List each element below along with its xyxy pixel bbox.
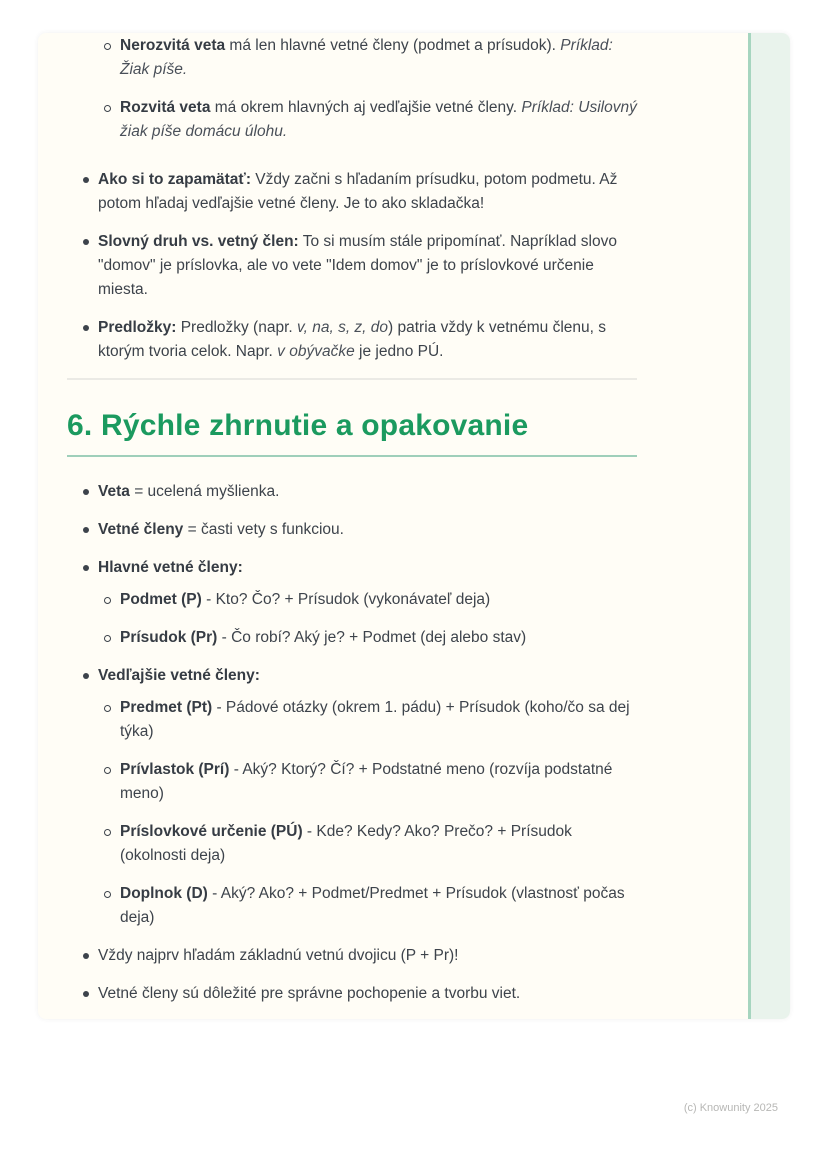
list-item-text: Predložky: Predložky (napr. v, na, s, z, do) patria vždy k vetnému členu, s ktorým tvoria celok. Napr. v obývačke je jedno PÚ. bbox=[98, 319, 607, 360]
bullet-disc-icon bbox=[83, 565, 89, 571]
list-item bbox=[67, 316, 637, 364]
bullet-circle-icon bbox=[104, 105, 111, 112]
list-item bbox=[67, 518, 637, 542]
list-item bbox=[67, 696, 637, 744]
summary-list bbox=[67, 480, 637, 1006]
bullet-circle-icon bbox=[104, 891, 111, 898]
list-item bbox=[67, 168, 637, 216]
bullet-disc-icon bbox=[83, 527, 89, 533]
list-item-text: Prísudok (Pr) - Čo robí? Aký je? + Podmet (dej alebo stav) bbox=[120, 629, 527, 646]
bullet-disc-icon bbox=[83, 489, 89, 495]
page-accent-strip bbox=[748, 33, 790, 1019]
list-item-text: Ako si to zapamätať: Vždy začni s hľadaním prísudku, potom podmetu. Až potom hľadaj vedľajšie vetné členy. Je to ako skladačka! bbox=[98, 171, 618, 212]
section-heading: 6. Rýchle zhrnutie a opakovanie bbox=[67, 409, 529, 442]
list-item-text: Podmet (P) - Kto? Čo? + Prísudok (vykonávateľ deja) bbox=[120, 591, 491, 608]
bullet-disc-icon bbox=[83, 991, 89, 997]
bullet-disc-icon bbox=[83, 673, 89, 679]
list-item-text: Prívlastok (Prí) - Aký? Ktorý? Čí? + Podstatné meno (rozvíja podstatné meno) bbox=[120, 761, 613, 802]
bullet-circle-icon bbox=[104, 597, 111, 604]
bullet-circle-icon bbox=[104, 829, 111, 836]
list-item bbox=[67, 944, 637, 968]
bullet-disc-icon bbox=[83, 239, 89, 245]
bullet-disc-icon bbox=[83, 177, 89, 183]
list-item bbox=[67, 626, 637, 650]
heading-underline bbox=[67, 455, 637, 457]
list-item bbox=[67, 96, 637, 144]
list-item-text: Vetné členy = časti vety s funkciou. bbox=[98, 521, 344, 538]
list-item bbox=[67, 34, 637, 82]
list-item-text: Veta = ucelená myšlienka. bbox=[98, 483, 280, 500]
list-item bbox=[67, 882, 637, 930]
list-item bbox=[67, 230, 637, 302]
list-item-text: Vedľajšie vetné členy: bbox=[98, 667, 260, 684]
bullet-circle-icon bbox=[104, 635, 111, 642]
list-item-text: Slovný druh vs. vetný člen: To si musím stále pripomínať. Napríklad slovo "domov" je príslovka, ale vo vete "Idem domov" je to príslovkové určenie miesta. bbox=[98, 233, 617, 298]
tips-list bbox=[67, 168, 637, 364]
list-item bbox=[67, 556, 637, 580]
page-content bbox=[67, 33, 637, 1020]
bullet-circle-icon bbox=[104, 43, 111, 50]
list-item bbox=[67, 588, 637, 612]
list-item-text: Vetné členy sú dôležité pre správne pochopenie a tvorbu viet. bbox=[98, 985, 521, 1002]
bullet-circle-icon bbox=[104, 767, 111, 774]
list-item bbox=[67, 664, 637, 688]
intro-sublist bbox=[67, 34, 637, 144]
bullet-disc-icon bbox=[83, 325, 89, 331]
list-item-text: Príslovkové určenie (PÚ) - Kde? Kedy? Ako? Prečo? + Prísudok (okolnosti deja) bbox=[120, 823, 572, 864]
list-item-text: Nerozvitá veta má len hlavné vetné členy (podmet a prísudok). Príklad: Žiak píše. bbox=[120, 37, 613, 78]
list-item-text: Predmet (Pt) - Pádové otázky (okrem 1. pádu) + Prísudok (koho/čo sa dej týka) bbox=[120, 699, 630, 740]
list-item bbox=[67, 758, 637, 806]
bullet-disc-icon bbox=[83, 953, 89, 959]
list-item-text: Vždy najprv hľadám základnú vetnú dvojicu (P + Pr)! bbox=[98, 947, 459, 964]
list-item-text: Doplnok (D) - Aký? Ako? + Podmet/Predmet + Prísudok (vlastnosť počas deja) bbox=[120, 885, 625, 926]
list-item bbox=[67, 480, 637, 504]
document-page bbox=[38, 33, 790, 1019]
list-item-text: Rozvitá veta má okrem hlavných aj vedľajšie vetné členy. Príklad: Usilovný žiak píše domácu úlohu. bbox=[120, 99, 637, 140]
list-item bbox=[67, 982, 637, 1006]
list-item bbox=[67, 820, 637, 868]
section-divider bbox=[67, 378, 637, 380]
list-item-text: Hlavné vetné členy: bbox=[98, 559, 243, 576]
copyright-footer: (c) Knowunity 2025 bbox=[683, 1102, 778, 1114]
bullet-circle-icon bbox=[104, 705, 111, 712]
